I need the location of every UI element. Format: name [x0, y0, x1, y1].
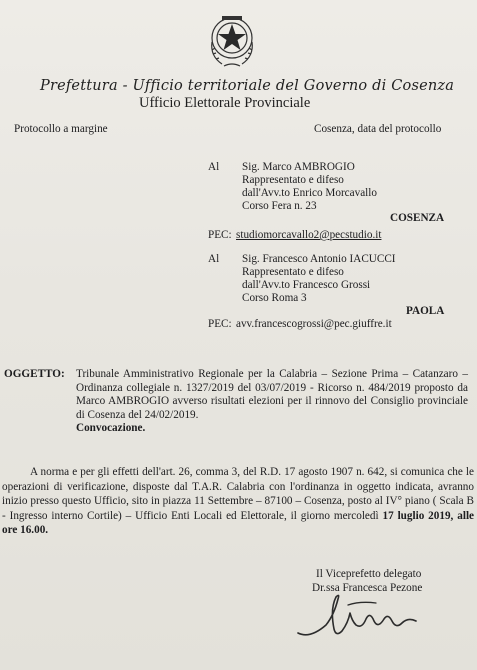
recipient-prefix: Al: [208, 161, 220, 173]
subject-text: [76, 368, 468, 436]
pec-label: PEC:: [208, 318, 232, 330]
office-title: Ufficio Elettorale Provinciale: [139, 95, 311, 111]
recipient-address: Corso Roma 3: [242, 292, 307, 304]
recipient-line: Rappresentato e difeso: [242, 266, 344, 278]
italian-republic-emblem-icon: [206, 12, 258, 70]
signature-role: Il Viceprefetto delegato: [316, 568, 422, 580]
subject-body: Tribunale Amministrativo Regionale per la Calabria – Sezione Prima – Catanzaro – Ordinanza collegiale n. 1327/2019 del 03/07/2019 - Ricorso n. 484/2019 proposto da Marco AMBROGIO avverso risultati elezioni per il rinnovo del Consiglio provinciale di Cosenza del 24/02/2019.: [76, 368, 468, 421]
recipient-city: PAOLA: [406, 305, 445, 317]
recipient-city: COSENZA: [390, 212, 445, 224]
recipient-name: Sig. Marco AMBROGIO: [242, 161, 355, 173]
protocol-note: Protocollo a margine: [14, 123, 108, 135]
body-text: A norma e per gli effetti dell'art. 26, comma 3, del R.D. 17 agosto 1907 n. 642, si comunica che le operazioni di verificazione, disposte dal T.A.R. Calabria con l'ordinanza in oggetto indicata, avranno inizio presso questo Ufficio, sito in piazza 11 Settembre – 87100 – Cosenza, posto al IV° piano ( Scala B - Ingresso interno Cortile) – Ufficio Enti Locali ed Elettorale, il giorno mercoledì: [2, 466, 474, 522]
recipient-line: dall'Avv.to Enrico Morcavallo: [242, 187, 377, 199]
body-paragraph: [2, 465, 474, 538]
recipient-prefix: Al: [208, 253, 220, 265]
handwritten-signature: [290, 585, 430, 645]
pec-address: avv.francescogrossi@pec.giuffre.it: [236, 318, 392, 330]
pec-address-link[interactable]: studiomorcavallo2@pecstudio.it: [236, 229, 382, 241]
prefecture-title: Prefettura - Ufficio territoriale del Governo di Cosenza: [40, 78, 455, 94]
meeting-date: 17 luglio 2019, alle ore 16.00.: [2, 509, 475, 537]
recipient-line: dall'Avv.to Francesco Grossi: [242, 279, 371, 291]
signature-name: Dr.ssa Francesca Pezone: [312, 582, 423, 594]
recipient-address: Corso Fera n. 23: [242, 200, 317, 212]
pec-label: PEC:: [208, 229, 232, 241]
subject-convocation: Convocazione.: [76, 422, 146, 435]
subject-label: OGGETTO:: [4, 368, 65, 380]
recipient-name: Sig. Francesco Antonio IACUCCI: [242, 253, 396, 265]
place-date: Cosenza, data del protocollo: [314, 123, 442, 135]
recipient-line: Rappresentato e difeso: [242, 174, 344, 186]
